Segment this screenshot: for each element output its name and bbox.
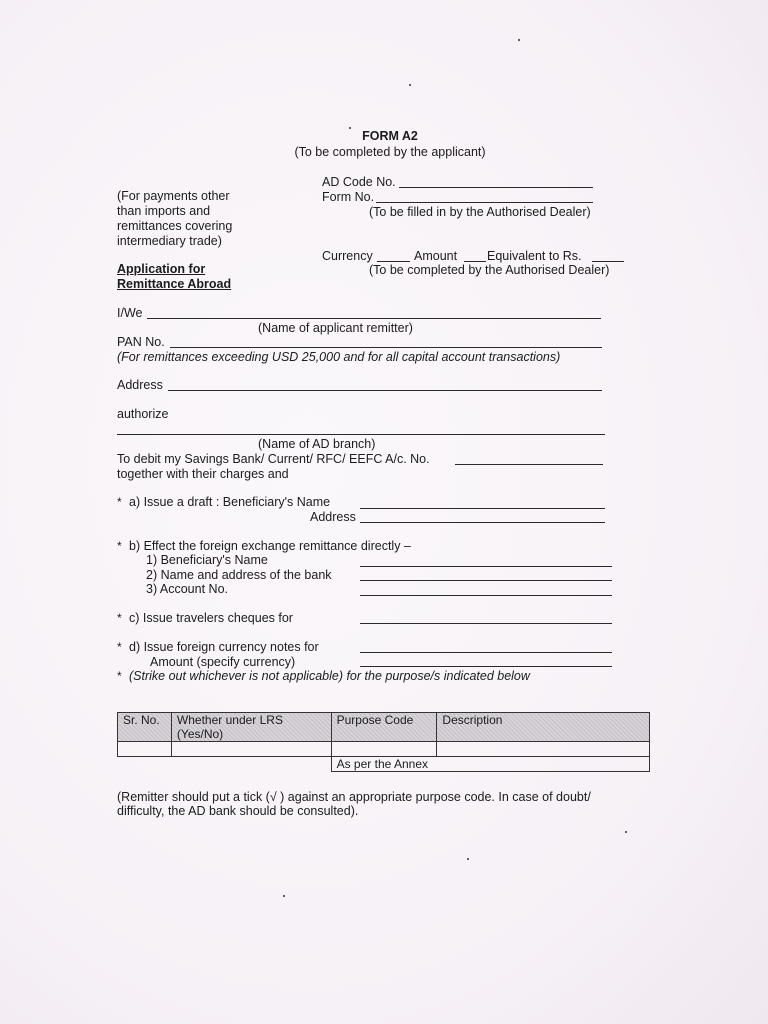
account-no-field[interactable] bbox=[455, 464, 603, 465]
bullet-b: * bbox=[117, 539, 122, 553]
cell-lrs[interactable] bbox=[171, 742, 331, 757]
annex-spacer-2 bbox=[171, 757, 331, 772]
scan-speck bbox=[349, 127, 351, 129]
left-note-line-2: than imports and bbox=[117, 204, 211, 218]
iwe-label: I/We bbox=[117, 306, 143, 320]
ad-branch-field[interactable] bbox=[117, 434, 605, 435]
amount-label: Amount bbox=[414, 249, 458, 263]
col-header-purpose-code: Purpose Code bbox=[331, 713, 437, 742]
ad-code-label: AD Code No. bbox=[322, 175, 396, 189]
table-annex-row bbox=[118, 757, 650, 772]
charges-text: together with their charges and bbox=[117, 467, 289, 481]
strike-out-note: (Strike out whichever is not applicable) for the purpose/s indicated below bbox=[129, 669, 530, 683]
left-note-line-1: (For payments other bbox=[117, 189, 230, 203]
ad-code-field[interactable] bbox=[399, 187, 593, 188]
col-header-description: Description bbox=[437, 713, 650, 742]
filled-by-dealer-note: (To be filled in by the Authorised Dealer) bbox=[369, 205, 591, 219]
applicant-name-caption: (Name of applicant remitter) bbox=[258, 321, 413, 335]
scan-speck bbox=[467, 858, 469, 860]
purpose-table bbox=[117, 712, 650, 772]
left-note-line-3: remittances covering bbox=[117, 219, 233, 233]
cell-description[interactable] bbox=[437, 742, 650, 757]
bullet-d: * bbox=[117, 640, 122, 654]
equivalent-label: Equivalent to Rs. bbox=[487, 249, 582, 263]
option-a-label: a) Issue a draft : Beneficiary's Name bbox=[129, 495, 331, 509]
draft-address-field[interactable] bbox=[360, 522, 605, 523]
authorize-label: authorize bbox=[117, 407, 169, 421]
footer-note-line-1: (Remitter should put a tick (√ ) against an appropriate purpose code. In case of doubt/ bbox=[117, 790, 591, 804]
table-header-row bbox=[118, 713, 650, 742]
address-label: Address bbox=[117, 378, 163, 392]
scan-speck bbox=[518, 39, 520, 41]
bullet-strike-note: * bbox=[117, 669, 122, 683]
pan-field[interactable] bbox=[170, 347, 602, 348]
application-heading-line-2: Remittance Abroad bbox=[117, 277, 232, 291]
ad-branch-caption: (Name of AD branch) bbox=[258, 437, 376, 451]
pan-note: (For remittances exceeding USD 25,000 and for all capital account transactions) bbox=[117, 350, 561, 364]
debit-text: To debit my Savings Bank/ Current/ RFC/ EEFC A/c. No. bbox=[117, 452, 430, 466]
left-note-line-4: intermediary trade) bbox=[117, 234, 222, 248]
col-header-lrs: Whether under LRS (Yes/No) bbox=[171, 713, 331, 742]
cell-purpose-code[interactable] bbox=[331, 742, 437, 757]
remit-account-field[interactable] bbox=[360, 595, 612, 596]
amount-field[interactable] bbox=[464, 261, 486, 262]
table-row bbox=[118, 742, 650, 757]
remit-beneficiary-field[interactable] bbox=[360, 566, 612, 567]
scan-speck bbox=[409, 84, 411, 86]
option-b-item-1: 1) Beneficiary's Name bbox=[146, 553, 268, 567]
equivalent-rs-field[interactable] bbox=[592, 261, 624, 262]
form-no-label: Form No. bbox=[322, 190, 375, 204]
address-field[interactable] bbox=[168, 390, 602, 391]
form-subtitle: (To be completed by the applicant) bbox=[294, 145, 486, 159]
option-d-label: d) Issue foreign currency notes for bbox=[129, 640, 319, 654]
form-no-field[interactable] bbox=[376, 202, 593, 203]
currency-field[interactable] bbox=[377, 261, 410, 262]
option-c-label: c) Issue travelers cheques for bbox=[129, 611, 293, 625]
scan-speck bbox=[283, 895, 285, 897]
remit-bank-field[interactable] bbox=[360, 580, 612, 581]
option-b-label: b) Effect the foreign exchange remittance directly – bbox=[129, 539, 411, 553]
pan-label: PAN No. bbox=[117, 335, 165, 349]
form-title: FORM A2 bbox=[362, 129, 418, 143]
scan-speck bbox=[625, 831, 627, 833]
currency-notes-field[interactable] bbox=[360, 652, 612, 653]
annex-cell: As per the Annex bbox=[331, 757, 649, 772]
draft-beneficiary-field[interactable] bbox=[360, 508, 605, 509]
option-d-amount-label: Amount (specify currency) bbox=[150, 655, 296, 669]
travelers-cheques-field[interactable] bbox=[360, 623, 612, 624]
option-b-item-2: 2) Name and address of the bank bbox=[146, 568, 332, 582]
col-header-sr-no: Sr. No. bbox=[118, 713, 172, 742]
bullet-c: * bbox=[117, 611, 122, 625]
option-a-address-label: Address bbox=[310, 510, 356, 524]
currency-label: Currency bbox=[322, 249, 373, 263]
applicant-name-field[interactable] bbox=[147, 318, 601, 319]
bullet-a: * bbox=[117, 495, 122, 509]
application-heading-line-1: Application for bbox=[117, 262, 206, 276]
annex-spacer bbox=[118, 757, 172, 772]
cell-sr-no[interactable] bbox=[118, 742, 172, 757]
footer-note-line-2: difficulty, the AD bank should be consulted). bbox=[117, 804, 359, 818]
completed-by-dealer-note: (To be completed by the Authorised Dealer) bbox=[369, 263, 610, 277]
option-b-item-3: 3) Account No. bbox=[146, 582, 228, 596]
currency-notes-amount-field[interactable] bbox=[360, 666, 612, 667]
